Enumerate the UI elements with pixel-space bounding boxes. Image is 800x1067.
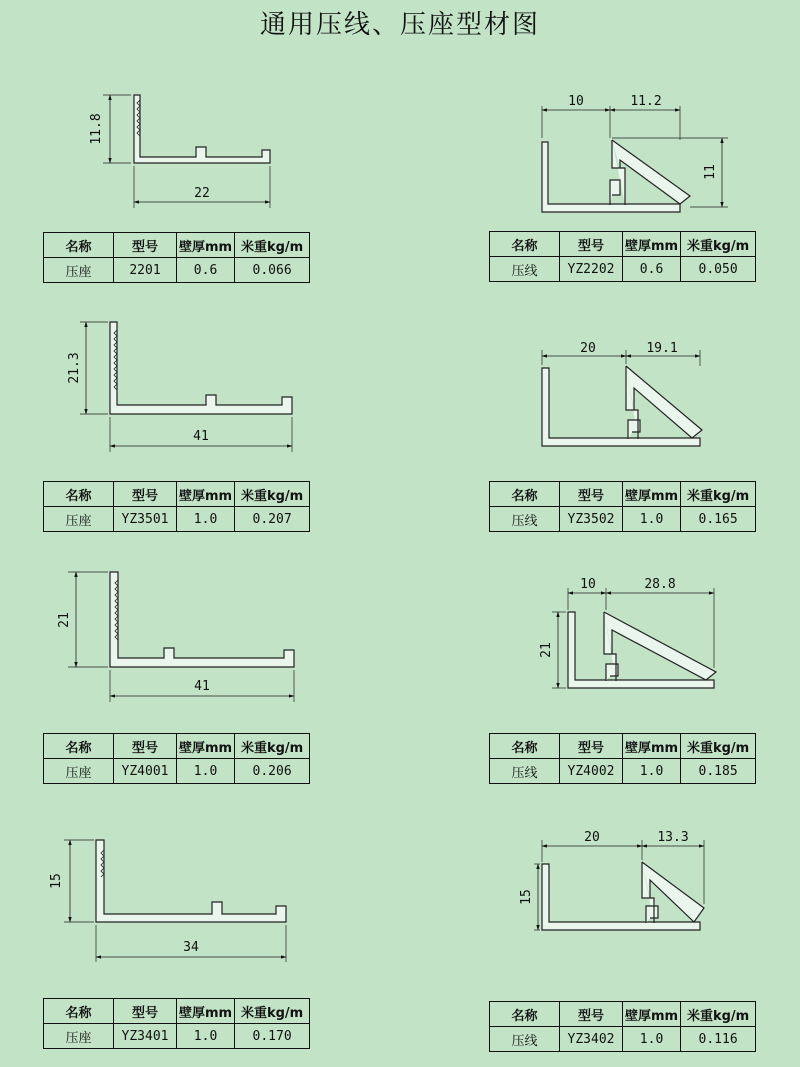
dim-width-b-YZ3502: 19.1 (646, 341, 678, 356)
spec-table-YZ3402 (489, 1001, 756, 1052)
dim-height-YZ4002: 21 (539, 642, 554, 658)
header-model: 型号 (560, 734, 623, 759)
profile-drawing-YZ3501 (80, 322, 292, 452)
page-title: 通用压线、压座型材图 (259, 10, 540, 40)
header-weight: 米重kg/m (235, 482, 310, 507)
cell-weight: 0.165 (681, 507, 756, 532)
header-model: 型号 (114, 999, 177, 1024)
cell-weight: 0.066 (235, 258, 310, 283)
header-weight: 米重kg/m (681, 232, 756, 257)
profile-drawing-YZ3401 (64, 840, 286, 962)
cell-name: 压线 (490, 1027, 560, 1052)
dim-width-2201: 22 (194, 186, 210, 201)
spec-table-YZ3501 (43, 481, 310, 532)
cell-name: 压线 (490, 759, 560, 784)
spec-table-YZ3502 (489, 481, 756, 532)
cell-wall: 1.0 (623, 759, 681, 784)
dim-height-YZ3401: 15 (49, 873, 64, 889)
header-model: 型号 (560, 1002, 623, 1027)
cell-name: 压座 (44, 258, 114, 283)
header-weight: 米重kg/m (235, 233, 310, 258)
dim-width-a-YZ3402: 20 (584, 830, 600, 845)
cell-weight: 0.170 (235, 1024, 310, 1049)
spec-table-2201 (43, 232, 310, 283)
header-wall: 壁厚mm (177, 482, 235, 507)
header-wall: 壁厚mm (623, 232, 681, 257)
cell-wall: 1.0 (623, 507, 681, 532)
header-model: 型号 (114, 233, 177, 258)
dim-width-a-YZ3502: 20 (580, 341, 596, 356)
dim-height-YZ3402: 15 (519, 889, 534, 905)
cell-wall: 1.0 (177, 507, 235, 532)
header-name: 名称 (44, 734, 114, 759)
profile-drawing-YZ4002 (552, 588, 716, 688)
header-weight: 米重kg/m (681, 482, 756, 507)
cell-model: 2201 (114, 258, 177, 283)
cell-model: YZ3402 (560, 1027, 623, 1052)
cell-wall: 1.0 (623, 1027, 681, 1052)
cell-wall: 0.6 (177, 258, 235, 283)
spec-table-YZ2202 (489, 231, 756, 282)
dim-width-b-YZ2202: 11.2 (630, 94, 662, 109)
cell-model: YZ4002 (560, 759, 623, 784)
header-name: 名称 (490, 734, 560, 759)
spec-table-YZ4001 (43, 733, 310, 784)
cell-weight: 0.116 (681, 1027, 756, 1052)
cell-weight: 0.207 (235, 507, 310, 532)
dim-width-b-YZ4002: 28.8 (644, 577, 676, 592)
cell-wall: 0.6 (623, 257, 681, 282)
profile-drawing-YZ4001 (68, 572, 294, 702)
cell-model: YZ3401 (114, 1024, 177, 1049)
header-weight: 米重kg/m (235, 999, 310, 1024)
cell-name: 压座 (44, 1024, 114, 1049)
dim-width-YZ3501: 41 (193, 429, 209, 444)
cell-weight: 0.206 (235, 759, 310, 784)
header-name: 名称 (490, 232, 560, 257)
cell-name: 压线 (490, 257, 560, 282)
header-model: 型号 (560, 232, 623, 257)
cell-name: 压线 (490, 507, 560, 532)
dim-width-a-YZ4002: 10 (580, 577, 596, 592)
dim-width-YZ3401: 34 (183, 940, 199, 955)
header-wall: 壁厚mm (177, 233, 235, 258)
header-name: 名称 (44, 482, 114, 507)
header-model: 型号 (560, 482, 623, 507)
header-model: 型号 (114, 482, 177, 507)
cell-weight: 0.185 (681, 759, 756, 784)
header-model: 型号 (114, 734, 177, 759)
cell-model: YZ2202 (560, 257, 623, 282)
cell-name: 压座 (44, 507, 114, 532)
cell-model: YZ3501 (114, 507, 177, 532)
profile-drawing-YZ3502 (542, 350, 702, 446)
profile-drawing-YZ2202 (542, 106, 728, 212)
cell-model: YZ3502 (560, 507, 623, 532)
spec-table-YZ4002 (489, 733, 756, 784)
cell-weight: 0.050 (681, 257, 756, 282)
header-name: 名称 (490, 1002, 560, 1027)
cell-wall: 1.0 (177, 759, 235, 784)
cell-model: YZ4001 (114, 759, 177, 784)
dim-height-YZ4001: 21 (57, 612, 72, 628)
header-name: 名称 (44, 233, 114, 258)
dim-width-a-YZ2202: 10 (568, 94, 584, 109)
header-weight: 米重kg/m (681, 1002, 756, 1027)
header-weight: 米重kg/m (681, 734, 756, 759)
cell-wall: 1.0 (177, 1024, 235, 1049)
header-wall: 壁厚mm (623, 734, 681, 759)
spec-table-YZ3401 (43, 998, 310, 1049)
profile-drawing-2201 (103, 95, 270, 208)
dim-width-b-YZ3402: 13.3 (657, 830, 689, 845)
header-wall: 壁厚mm (177, 734, 235, 759)
header-weight: 米重kg/m (235, 734, 310, 759)
dim-height-YZ2202: 11 (703, 164, 718, 180)
dim-width-YZ4001: 41 (194, 679, 210, 694)
header-name: 名称 (490, 482, 560, 507)
header-wall: 壁厚mm (177, 999, 235, 1024)
profile-drawing-YZ3402 (534, 840, 704, 930)
header-name: 名称 (44, 999, 114, 1024)
header-wall: 壁厚mm (623, 1002, 681, 1027)
header-wall: 壁厚mm (623, 482, 681, 507)
dim-height-2201: 11.8 (89, 113, 104, 145)
cell-name: 压座 (44, 759, 114, 784)
dim-height-YZ3501: 21.3 (67, 352, 82, 384)
